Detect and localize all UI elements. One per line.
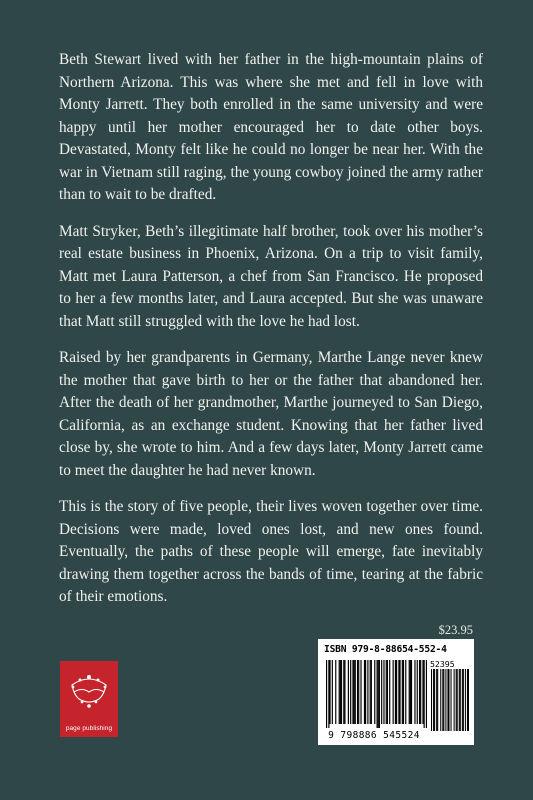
publisher-logo <box>60 661 118 737</box>
barcode-number: 9 798886 545524 <box>328 730 420 741</box>
barcode-bars <box>326 660 427 728</box>
blurb-paragraph-2: Matt Stryker, Beth’s illegitimate half brother, took over his mother’s real estate business in Phoenix, Arizona. On a trip to visit family, Matt met Laura Patterson, a chef from San Francisco. He proposed to her a few months later, and Laura accepted. But she was unaware that Matt still struggled with the love he had lost. <box>59 222 483 330</box>
publisher-name: page publishing <box>65 725 113 732</box>
barcode-addon-bars <box>431 669 469 731</box>
blurb-paragraph-1: Beth Stewart lived with her father in the high-mountain plains of Northern Arizona. This was where she met and fell in love with Monty Jarrett. They both enrolled in the same university and were happy until her mother encouraged her to date other boys. Devastated, Monty felt like he could no longer be near her. With the war in Vietnam still raging, the young cowboy joined the army rather than to wait to be drafted. <box>59 51 483 203</box>
isbn-barcode <box>318 639 474 745</box>
barcode-addon-number: 52395 <box>430 659 455 669</box>
price-label: $23.95 <box>438 623 473 637</box>
blurb-text <box>59 49 483 623</box>
blurb-paragraph-4: This is the story of five people, their lives woven together over time. Decisions were made, loved ones lost, and new ones found. Eventually, the paths of these people will emerge, fate inevitably drawing them together across the bands of time, tearing at the fabric of their emotions. <box>59 498 483 605</box>
tiara-icon <box>60 661 118 723</box>
blurb-paragraph-3: Raised by her grandparents in Germany, Marthe Lange never knew the mother that gave birth to her or the father that abandoned her. After the death of her grandmother, Marthe journeyed to San Diego, California, as an exchange student. Knowing that her father lived close by, she wrote to him. And a few days later, Monty Jarrett came to meet the daughter he had never known. <box>59 349 483 479</box>
isbn-label: ISBN 979-8-88654-552-4 <box>324 644 447 655</box>
